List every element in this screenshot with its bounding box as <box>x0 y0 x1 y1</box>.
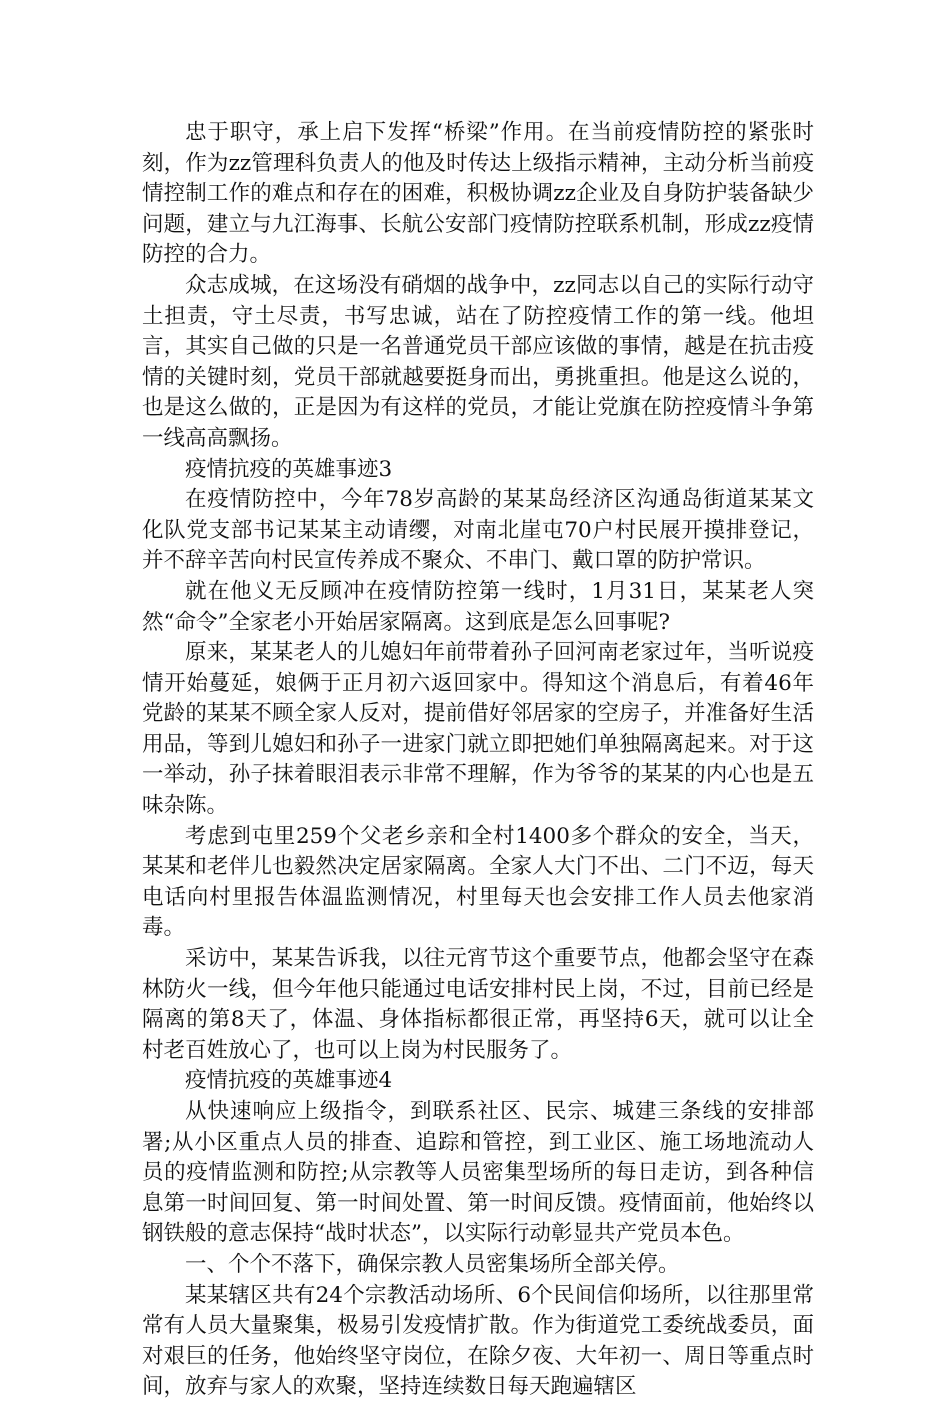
section-heading-3: 疫情抗疫的英雄事迹3 <box>185 456 393 482</box>
paragraph-loyalty: 忠于职守，承上启下发挥“桥梁”作用。在当前疫情防控的紧张时刻，作为zz管理科负责人的他及时传达上级指示精神，主动分析当前疫情控制工作的难点和存在的困难，积极协调zz企业及自身防护装备缺少问题，建立与九江海事、长航公安部门疫情防控联系机制，形成zz疫情防控的合力。 <box>142 120 814 268</box>
document-body <box>142 118 814 1403</box>
paragraph-family-return: 原来，某某老人的儿媳妇年前带着孙子回河南老家过年，当听说疫情开始蔓延，娘俩于正月初六返回家中。得知这个消息后，有着46年党龄的某某不顾全家人反对，提前借好邻居家的空房子，并准备好生活用品，等到儿媳妇和孙子一进家门就立即把她们单独隔离起来。对于这一举动，孙子抹着眼泪表示非常不理解，作为爷爷的某某的内心也是五味杂陈。 <box>142 640 814 819</box>
paragraph-home-quarantine: 考虑到屯里259个父老乡亲和全村1400多个群众的安全，当天，某某和老伴儿也毅然决定居家隔离。全家人大门不出、二门不迈，每天电话向村里报告体温监测情况，村里每天也会安排工作人员去他家消毒。 <box>142 823 814 941</box>
paragraph-volunteer: 在疫情防控中，今年78岁高龄的某某岛经济区沟通岛街道某某文化队党支部书记某某主动请缨，对南北崖屯70户村民展开摸排登记，并不辞辛苦向村民宣传养成不聚众、不串门、戴口罩的防护常识。 <box>142 487 814 574</box>
paragraph-unity: 众志成城，在这场没有硝烟的战争中，zz同志以自己的实际行动守土担责，守土尽责，书写忠诚，站在了防控疫情工作的第一线。他坦言，其实自己做的只是一名普通党员干部应该做的事情，越是在抗击疫情的关键时刻，党员干部就越要挺身而出，勇挑重担。他是这么说的，也是这么做的，正是因为有这样的党员，才能让党旗在防控疫情斗争第一线高高飘扬。 <box>142 272 814 451</box>
paragraph-subheading-religious-sites: 一、个个不落下，确保宗教人员密集场所全部关停。 <box>185 1251 680 1277</box>
section-heading-4: 疫情抗疫的英雄事迹4 <box>185 1068 393 1094</box>
paragraph-interview: 采访中，某某告诉我，以往元宵节这个重要节点，他都会坚守在森林防火一线，但今年他只能通过电话安排村民上岗，不过，目前已经是隔离的第8天了，体温、身体指标都很正常，再坚持6天，就可以让全村老百姓放心了，也可以上岗为村民服务了。 <box>142 946 814 1063</box>
paragraph-rapid-response: 从快速响应上级指令，到联系社区、民宗、城建三条线的安排部署;从小区重点人员的排查、追踪和管控，到工业区、施工场地流动人员的疫情监测和防控;从宗教等人员密集型场所的每日走访，到各种信息第一时间回复、第一时间处置、第一时间反馈。疫情面前，他始终以钢铁般的意志保持“战时状态”，以实际行动彰显共产党员本色。 <box>142 1099 814 1247</box>
paragraph-religious-sites: 某某辖区共有24个宗教活动场所、6个民间信仰场所，以往那里常常有人员大量聚集，极易引发疫情扩散。作为街道党工委统战委员，面对艰巨的任务，他始终坚守岗位，在除夕夜、大年初一、周日等重点时间，放弃与家人的欢聚，坚持连续数日每天跑遍辖区 <box>142 1282 814 1400</box>
paragraph-isolation-order: 就在他义无反顾冲在疫情防控第一线时，1月31日，某某老人突然“命令”全家老小开始居家隔离。这到底是怎么回事呢? <box>142 578 814 635</box>
